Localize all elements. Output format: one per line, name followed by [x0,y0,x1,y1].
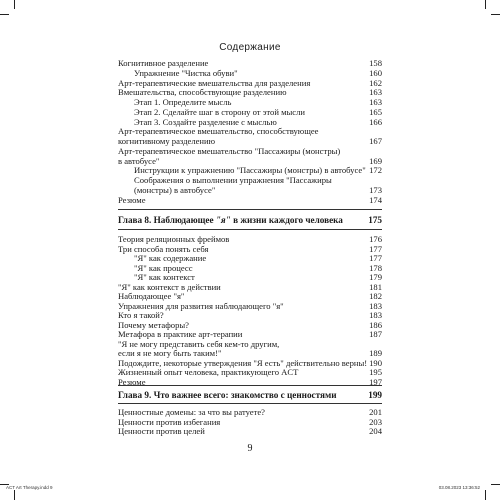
toc-entry-title: (монстры) в автобусе" [134,184,216,195]
toc-entry-page: 162 [369,77,382,88]
toc-entry-page: 179 [369,272,382,282]
toc-entry-title: Наблюдающее "я" [118,291,185,301]
toc-entry-page: 183 [369,310,382,320]
toc-entry-title: Этап 1. Определите мысль [134,97,232,107]
toc-entry-page: 165 [369,106,382,117]
toc-entry-page: 197 [369,376,382,387]
toc-entry-title: Ценностные домены: за что вы ратуете? [118,407,265,417]
divider [118,385,382,386]
footer-file-info: ACT Art Therapy.indd 9 [6,485,53,490]
divider [118,403,382,404]
chapter-8-suffix: в жизни каждого человека [230,215,343,225]
toc-entry-page: 190 [369,357,382,368]
toc-entry-title: Метафора в практике арт-терапии [118,329,243,339]
toc-entry-page: 186 [369,319,382,330]
toc-entry-page: 167 [369,136,382,146]
toc-entry-title: Жизненный опыт человека, практикующего ACT [118,367,299,377]
crop-mark [14,490,15,500]
toc-entry-title: Резюме [118,194,146,205]
toc-entry-page: 163 [369,87,382,98]
toc-entry-title: когнитивному разделению [118,136,216,146]
toc-entry-title: Резюме [118,376,146,387]
toc-entry-title: Три способа понять себя [118,243,209,254]
crop-mark [0,14,9,15]
toc-entry-page: 201 [369,407,382,417]
toc-entry-title: Инструкции к упражнению "Пассажиры (монстры) в автобусе" [134,165,366,176]
divider [118,209,382,210]
toc-entry-title: в автобусе" [118,155,160,166]
toc-entry-title: если я не могу быть таким!" [118,348,222,358]
toc-entry-title: Упражнения для развития наблюдающего "я" [118,300,284,311]
toc-entry-page: 187 [369,329,382,339]
toc-entry-title: "Я" как контекст в действии [118,281,221,292]
toc-entry-title: Этап 3. Создайте разделение с мыслью [134,116,277,127]
toc-entry-title: Вмешательства, способствующие разделению [118,87,287,98]
toc-entry-page: 158 [369,58,382,68]
toc-entry-page: 177 [369,253,382,263]
footer-timestamp: 03.08.2023 13:36:52 [438,485,480,490]
toc-entry-title: Подождите, некоторые утверждения "Я есть" действительно верны! [118,357,368,368]
toc-entry-page: 203 [369,416,382,427]
toc-entry-title: Ценности против целей [118,426,205,436]
toc-entry[interactable] [118,425,382,437]
toc-entry-title: Упражнение "Чистка обуви" [134,67,238,78]
toc-chapter-9[interactable] [118,389,382,401]
toc-entry-page: 160 [369,67,382,78]
toc-entry-page: 177 [369,243,382,254]
toc-entry-page: 174 [369,194,382,205]
toc-entry-page: 181 [369,281,382,292]
toc-entry-title: Соображения о выполнении упражнения "Пассажиры [134,175,332,185]
crop-mark [14,0,15,9]
toc-chapter-8[interactable] [118,214,382,226]
toc-entry-page: 178 [369,262,382,273]
crop-mark [491,484,500,485]
toc-entry-title: Теория реляционных фреймов [118,234,230,244]
toc-entry-title: "Я" как контекст [134,272,195,282]
toc-entry-page: 169 [369,155,382,166]
divider [118,229,382,230]
chapter-8-prefix: Глава 8. Наблюдающее [118,215,216,225]
toc-entry-title: Ценности против избегания [118,416,221,427]
toc-entry-page: 173 [369,184,382,195]
chapter-8-page: 175 [368,215,382,225]
toc-entry-title: Когнитивное разделение [118,58,209,68]
chapter-9-title: Глава 9. Что важнее всего: знакомство с ценностями [118,390,337,400]
toc-entry-page: 176 [369,234,382,244]
toc-entry-page: 182 [369,291,382,301]
toc-entry-title: Кто я такой? [118,310,164,320]
toc-entry-page: 183 [369,300,382,311]
toc-entry-title: Этап 2. Сделайте шаг в сторону от этой мысли [134,106,305,117]
toc-entry[interactable] [118,194,382,206]
toc-entry-title: Арт-терапевтические вмешательства для разделения [118,77,311,88]
toc-entry-title: Арт-терапевтическое вмешательство, способствующее [118,126,319,137]
chapter-8-quote: "я" [215,215,231,225]
toc-entry-page: 195 [369,367,382,377]
toc-entry-page: 189 [369,348,382,358]
page-number: 9 [247,443,253,454]
toc-entry-title: Почему метафоры? [118,319,189,330]
running-header: Содержание [219,42,281,53]
crop-mark [485,0,486,9]
toc-entry-title: "Я не могу представить себя кем-то другим, [118,338,280,349]
toc-entry-page: 166 [369,116,382,127]
toc-entry-page: 204 [369,426,382,436]
toc-entry-page: 172 [369,165,382,176]
chapter-9-page: 199 [368,390,382,400]
toc-entry-title: "Я" как процесс [134,262,193,273]
crop-mark [485,490,486,500]
toc-entry-title: "Я" как содержание [134,253,207,263]
crop-mark [491,14,500,15]
toc-entry-title: Арт-терапевтическое вмешательство "Пассажиры (монстры) [118,145,341,156]
toc-entry-page: 163 [369,97,382,107]
